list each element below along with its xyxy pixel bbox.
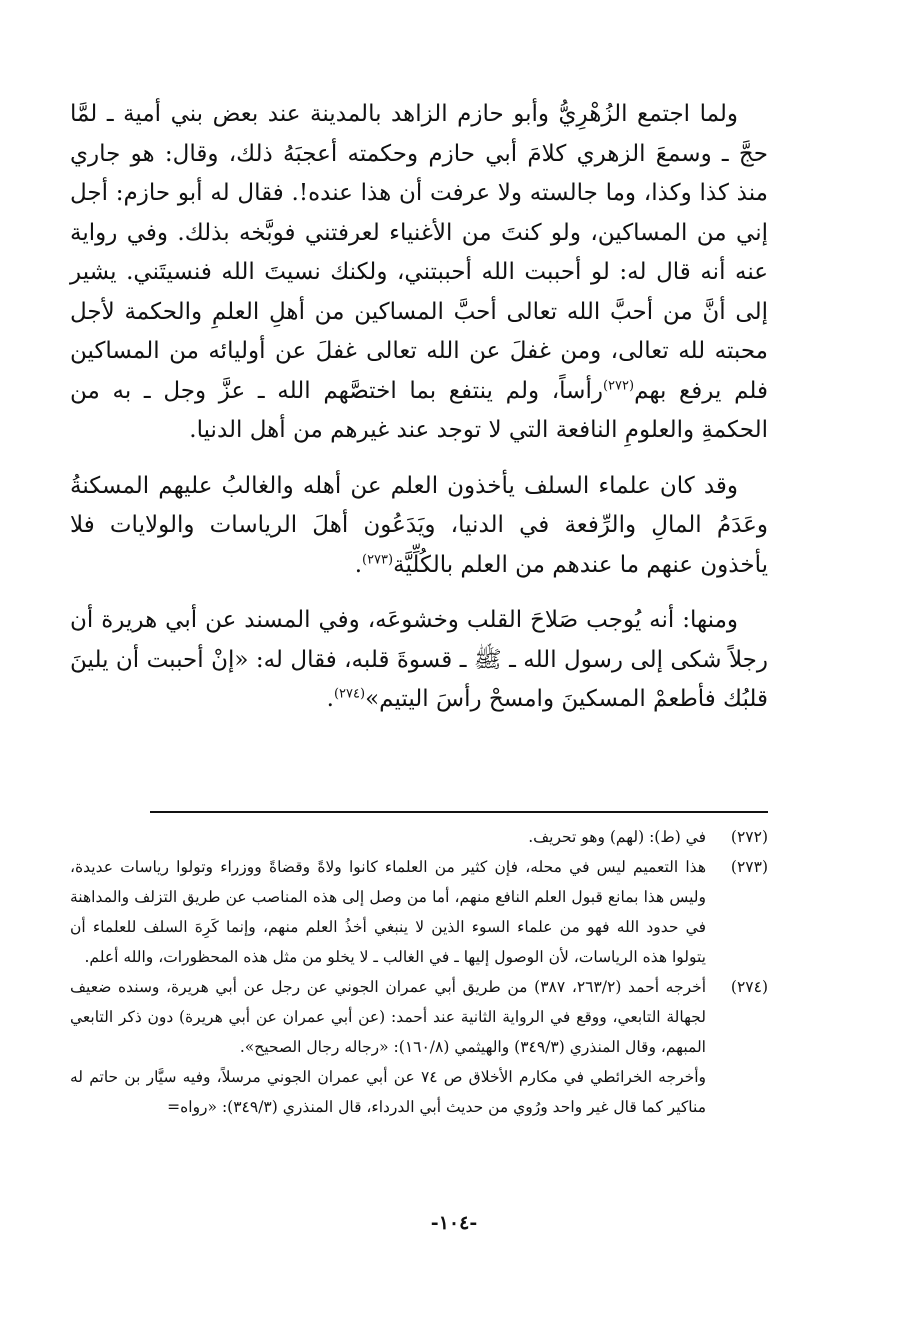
footnote-number: (٢٧٣) [730,858,768,876]
footnote-ref-273[interactable]: (٢٧٣) [362,551,394,567]
footnote-274 [70,972,768,1062]
footnote-divider [150,811,768,813]
paragraph-3-tail: . [326,686,334,712]
paragraph-1-text: ولما اجتمع الزُهْرِيُّ وأبو حازم الزاهد بالمدينة عند بعض بني أمية ـ لمَّا حجَّ ـ وسمعَ الزهري كلامَ أبي حازم وحكمته أعجبَهُ ذلك، وقال: هو جاري منذ كذا وكذا، وما جالسته ولا عرفت أن هذا عنده!. فقال له أبو حازم: أجل إني من المساكين، ولو كنتَ من الأغنياء لعرفتني فوبَّخه بذلك. وفي رواية عنه أنه قال له: لو أحببت الله أحببتني، ولكنك نسيتَ الله فنسيتَني. يشير إلى أنَّ من أحبَّ الله تعالى أحبَّ المساكين من أهلِ العلمِ والحكمة لأجل محبته لله تعالى، ومن غفلَ عن الله تعالى غفلَ عن أوليائه من المساكين فلم يرفع بهم [70,101,768,404]
main-text [70,95,768,720]
footnote-number: (٢٧٢) [730,828,768,846]
footnote-272 [70,822,768,852]
paragraph-3-text: ومنها: أنه يُوجب صَلاحَ القلب وخشوعَه، وفي المسند عن أبي هريرة أن رجلاً شكى إلى رسول الله ـ ﷺ ـ قسوةَ قلبه، فقال له: «إنْ أحببت أن يلينَ قلبُك فأطعمْ المسكينَ وامسحْ رأسَ اليتيم» [70,607,768,712]
paragraph-1 [70,95,768,451]
footnote-274-continuation: وأخرجه الخرائطي في مكارم الأخلاق ص ٧٤ عن أبي عمران الجوني مرسلاً، وفيه سيَّار بن حاتم له مناكير كما قال غير واحد ورُوي من حديث أبي الدرداء، قال المنذري (٣٤٩/٣): «رواه= [70,1068,706,1116]
page-number: -١٠٤- [430,1212,478,1234]
paragraph-2 [70,467,768,586]
footnotes [70,822,768,1122]
footnote-number: (٢٧٤) [730,978,768,996]
paragraph-3 [70,601,768,720]
footnote-ref-274[interactable]: (٢٧٤) [333,686,366,702]
footnote-273 [70,852,768,972]
paragraph-1-tail: رأساً، ولم ينتفع بما اختصَّهم الله ـ عزَّ وجل ـ به من الحكمةِ والعلومِ النافعة التي لا توجد عند غيرهم من أهل الدنيا. [70,377,768,443]
paragraph-2-text: وقد كان علماء السلف يأخذون العلم عن أهله والغالبُ عليهم المسكنةُ وعَدَمُ المالِ والرِّفعة في الدنيا، ويَدَعُون أهلَ الرياسات والولايات فلا يأخذون عنهم ما عندهم من العلم بالكُلِّيَّة [70,472,768,578]
footnote-ref-272[interactable]: (٢٧٢) [602,377,635,393]
footnote-text: في (ط): (لهم) وهو تحريف. [528,828,706,846]
paragraph-2-tail: . [354,551,362,578]
footnote-text: هذا التعميم ليس في محله، فإن كثير من العلماء كانوا ولاةً وقضاةً ووزراء وتولوا رياسات عديدة، وليس هذا بمانع قبول العلم النافع منهم، أما من وصل إلى هذه المناصب عن طريق التزلف والمداهنة في حدود الله فهو من علماء السوء الذين لا ينبغي أخذُ العلم منهم، وإنما كَرِهَ السلف للعلماء أن يتولوا هذه الرياسات، لأن الوصول إليها ـ في الغالب ـ لا يخلو من مثل هذه المحظورات، والله أعلم. [70,858,706,966]
footnote-text: أخرجه أحمد (٢٦٣/٢، ٣٨٧) من طريق أبي عمران الجوني عن رجل عن أبي هريرة، وسنده ضعيف لجهالة التابعي، ووقع في الرواية الثانية عند أحمد: (عن أبي عمران عن أبي هريرة) دون ذكر التابعي المبهم، وقال المنذري (٣٤٩/٣) والهيثمي (١٦٠/٨): «رجاله رجال الصحيح». [70,978,707,1056]
